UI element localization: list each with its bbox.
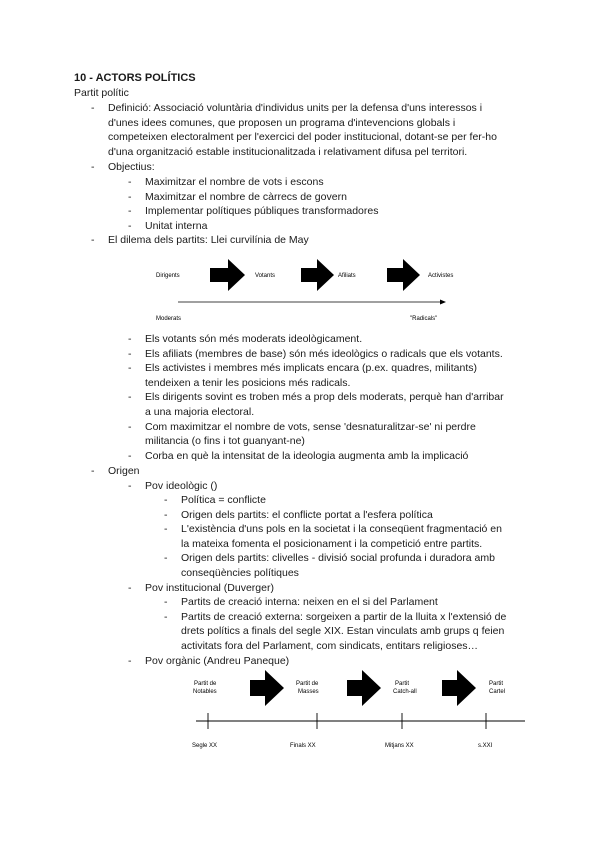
bullet-dash: - (91, 102, 95, 114)
point-text: tendeixen a tenir les posicions més radicals. (145, 376, 351, 389)
list-item (164, 508, 541, 523)
objectives-item (91, 160, 155, 175)
bullet-dash: - (164, 494, 168, 506)
pov-institucional (128, 581, 274, 596)
point-text: L'existència d'uns pols en la societat i la conseqüent fragmentació en (181, 523, 502, 536)
bullet-dash: - (128, 347, 132, 360)
point-text: Origen dels partits: clivelles - divisió social profunda i duradora amb (181, 552, 495, 565)
point-text: Partits de creació interna: neixen en el si del Parlament (181, 596, 438, 608)
diagram-label: Partit (395, 681, 410, 687)
diagram-label: Partit de (194, 681, 217, 687)
bullet-dash: - (164, 610, 168, 623)
bullet-dash: - (164, 523, 168, 536)
arrow-icon (250, 670, 284, 706)
bullet-dash: - (128, 655, 132, 667)
bullet-dash: - (91, 465, 95, 477)
point-text: drets polítics a finals del segle XIX. Estan vinculats amb grups q feien (181, 625, 505, 638)
list-item (128, 219, 378, 234)
objective-text: Maximitzar el nombre de vots i escons (145, 176, 324, 188)
diagram-label: Masses (298, 689, 319, 695)
section-title: Partit polític (74, 87, 129, 99)
list-item (128, 332, 535, 347)
list-item (128, 190, 378, 205)
axis-left-label: Moderats (156, 316, 182, 322)
pov-label: Pov institucional (Duverger) (145, 582, 274, 594)
party-evolution-diagram (180, 668, 530, 752)
list-item (164, 493, 541, 508)
bullet-dash: - (128, 582, 132, 594)
list-item (164, 610, 541, 654)
bullet-dash: - (128, 420, 132, 433)
diagram-label: Dirigents (156, 273, 180, 279)
arrow-icon (301, 259, 334, 291)
origin-label: Origen (108, 465, 140, 477)
point-text: Corba en què la intensitat de la ideologia augmenta amb la implicació (145, 449, 469, 462)
pov-label: Pov ideològic () (145, 480, 218, 492)
bullet-dash: - (91, 234, 95, 246)
objective-text: Maximitzar el nombre de càrrecs de govern (145, 190, 347, 203)
pov-ideologic (128, 479, 218, 494)
definition-line: Definició: Associació voluntària d'individus units per la defensa d'uns interessos i (108, 102, 483, 114)
definition-line: d'unes idees comunes, que proposen un programa d'intevencions globals i (108, 116, 456, 129)
bullet-dash: - (128, 362, 132, 375)
list-item (128, 204, 379, 219)
arrow-icon (347, 670, 381, 706)
arrow-icon (210, 259, 245, 291)
list-item (128, 420, 535, 449)
arrow-icon (387, 259, 420, 291)
definition-line: d'una organització estable institucionalitzada i relativament difusa pel territori. (108, 145, 468, 158)
bullet-dash: - (164, 552, 168, 565)
point-text: Els activistes i membres més implicats encara (p.ex. quadres, militants) (145, 362, 478, 375)
bullet-dash: - (91, 161, 95, 173)
point-text: militancia (o fins i tot guanyant-ne) (145, 435, 305, 448)
point-text: Com maximitzar el nombre de vots, sense 'desnaturalitzar-se' ni perdre (145, 420, 476, 433)
bullet-dash: - (128, 449, 132, 462)
point-text: Origen dels partits: el conflicte portat a l'esfera política (181, 508, 433, 521)
pov-organic (128, 654, 290, 669)
bullet-dash: - (128, 205, 132, 218)
pov-label: Pov orgànic (Andreu Paneque) (145, 655, 290, 667)
list-item (128, 175, 378, 190)
bullet-dash: - (164, 596, 168, 608)
timeline-label: s.XXI (478, 743, 493, 749)
bullet-dash: - (128, 391, 132, 404)
point-text: Els dirigents sovint es troben més a prop dels moderats, perquè han d'arribar (145, 391, 504, 404)
bullet-dash: - (128, 333, 132, 345)
point-text: Els votants són més moderats ideològicament. (145, 333, 363, 345)
objectives-label: Objectius: (108, 161, 155, 173)
diagram-label: Catch-all (393, 689, 417, 695)
arrowhead-icon (440, 300, 446, 305)
arrow-icon (442, 670, 476, 706)
bullet-dash: - (164, 508, 168, 521)
list-item (164, 551, 541, 580)
point-text: a una majoria electoral. (145, 405, 255, 418)
dilemma-label: El dilema dels partits: Llei curvilínia de May (108, 234, 309, 246)
page-title: 10 - ACTORS POLÍTICS (74, 72, 196, 84)
list-item (128, 361, 535, 390)
objectives-list (128, 175, 379, 233)
origin-item (91, 464, 140, 479)
diagram-label: Votants (255, 273, 276, 279)
timeline-label: Segle XX (192, 743, 218, 749)
diagram-label: Notables (193, 689, 217, 695)
objective-text: Unitat interna (145, 219, 208, 232)
bullet-dash: - (128, 219, 132, 232)
point-text: activitats fora del Parlament, com sindicats, entitars religioses… (181, 639, 479, 652)
point-text: conseqüències polítiques (181, 566, 299, 579)
axis-right-label: "Radicals" (410, 316, 438, 322)
list-item (128, 390, 535, 419)
diagram-label: Partit de (296, 681, 319, 687)
diagram-label: Activistes (428, 273, 454, 279)
definition-item (91, 101, 528, 159)
diagram-label: Partit (489, 681, 504, 687)
bullet-dash: - (128, 176, 132, 188)
diagram-label: Cartel (489, 689, 506, 695)
list-item (164, 522, 541, 551)
list-item (128, 347, 535, 362)
dilemma-points (128, 332, 535, 463)
list-item (128, 449, 535, 464)
point-text: Els afiliats (membres de base) són més ideològics o radicals que els votants. (145, 347, 503, 360)
institucional-points (164, 595, 541, 653)
bullet-dash: - (128, 190, 132, 203)
diagram-label: Afiliats (338, 273, 356, 279)
point-text: la mateixa fomenta el posicionament i la competició entre partits. (181, 537, 483, 550)
point-text: Política = conflicte (181, 494, 266, 506)
timeline-label: Mitjans XX (385, 743, 414, 749)
objective-text: Implementar polítiques públiques transformadores (145, 205, 379, 218)
point-text: Partits de creació externa: sorgeixen a partir de la lluita x l'extensió de (181, 610, 507, 623)
timeline-label: Finals XX (290, 743, 316, 749)
bullet-dash: - (128, 480, 132, 492)
dilemma-item (91, 233, 309, 248)
definition-line: competeixen electoralment per l'exercici del poder institucional, dotant-se per fer-ho (108, 131, 497, 144)
may-law-diagram (140, 250, 480, 328)
ideologic-points (164, 493, 541, 581)
list-item (164, 595, 541, 610)
